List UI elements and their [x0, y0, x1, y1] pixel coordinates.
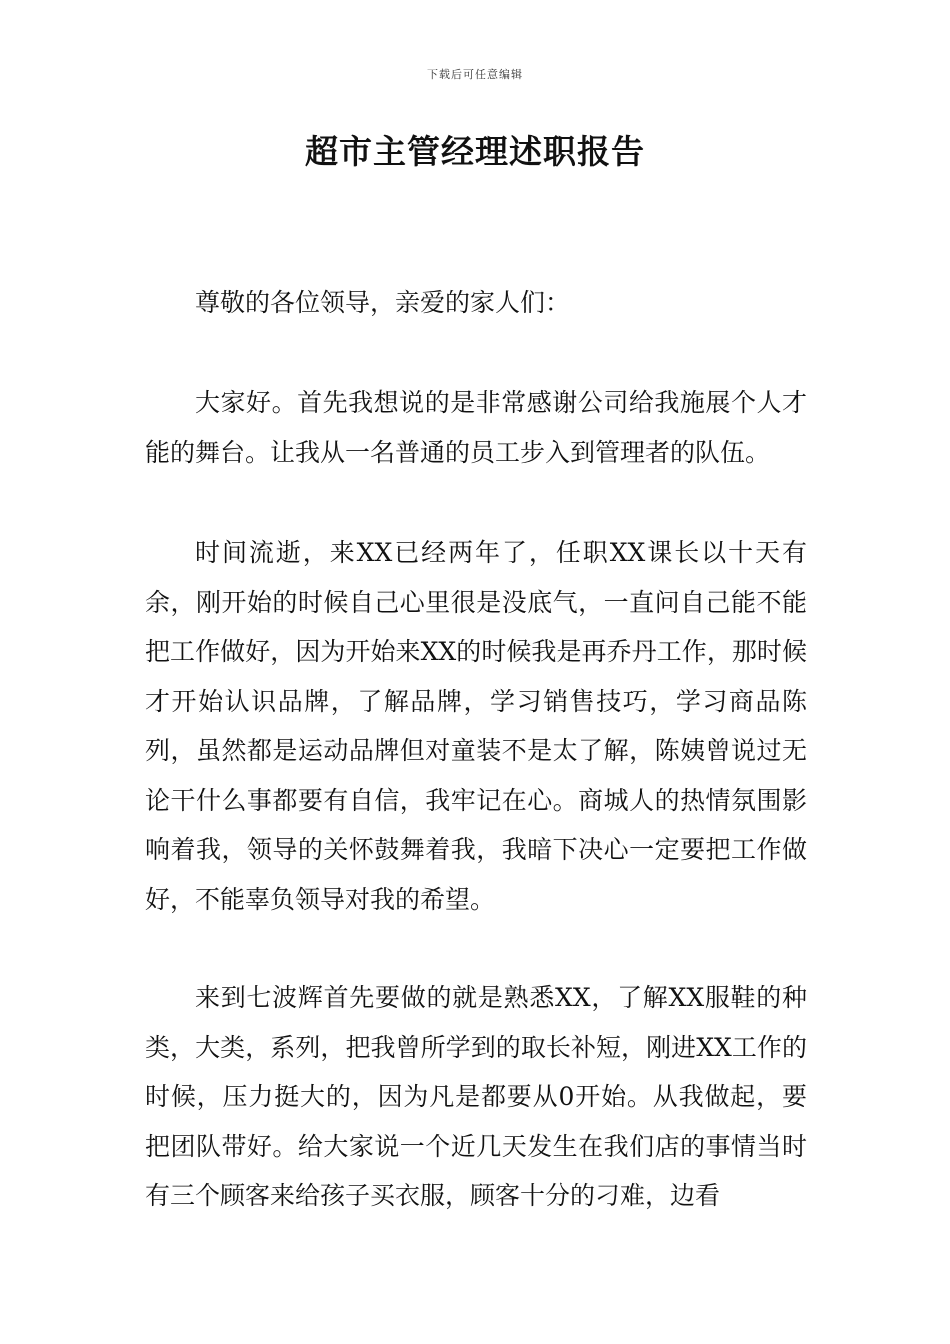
- header-note: 下载后可任意编辑: [427, 68, 523, 81]
- body-paragraph-2: 时间流逝，来XX已经两年了，任职XX课长以十天有余，刚开始的时候自己心里很是没底气，一直问自己能不能把工作做好，因为开始来XX的时候我是再乔丹工作，那时候才开始认识品牌，了解品牌，学习销售技巧，学习商品陈列，虽然都是运动品牌但对童装不是太了解，陈姨曾说过无论干什么事都要有自信，我牢记在心。商城人的热情氛围影响着我，领导的关怀鼓舞着我，我暗下决心一定要把工作做好，不能辜负领导对我的希望。: [145, 538, 807, 914]
- greeting-paragraph: 尊敬的各位领导，亲爱的家人们：: [195, 288, 571, 317]
- document-title: 超市主管经理述职报告: [305, 132, 645, 171]
- body-paragraph-3: 来到七波辉首先要做的就是熟悉XX，了解XX服鞋的种类，大类，系列，把我曾所学到的取长补短，刚进XX工作的时候，压力挺大的，因为凡是都要从0开始。从我做起，要把团队带好。给大家说一个近几天发生在我们店的事情当时有三个顾客来给孩子买衣服，顾客十分的刁难，边看: [145, 983, 807, 1210]
- body-paragraph-1: 大家好。首先我想说的是非常感谢公司给我施展个人才能的舞台。让我从一名普通的员工步入到管理者的队伍。: [145, 388, 807, 467]
